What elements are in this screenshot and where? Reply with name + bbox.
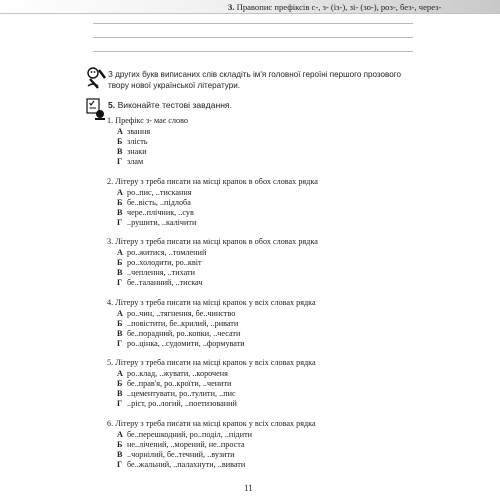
question-2: 2. Літеру з треба писати на місці крапок в обох словах рядка: [107, 177, 318, 186]
option-text: ..чеплення, ..тихати: [127, 268, 195, 277]
option-letter: А: [117, 369, 123, 378]
pencil-hand-icon: [85, 66, 107, 90]
answer-option[interactable]: [117, 329, 240, 339]
option-letter: Г: [117, 278, 123, 287]
question-3: 3. Літеру з треба писати на місці крапок в обох словах рядка: [107, 237, 318, 246]
answer-option[interactable]: [117, 157, 143, 167]
answer-option[interactable]: [117, 339, 245, 349]
question-1: 1. Префікс з- має слово: [107, 116, 189, 125]
answer-option[interactable]: [117, 268, 195, 278]
test-sheet-icon: [85, 97, 107, 121]
option-text: ро..холодити, ро..квіт: [127, 258, 202, 267]
answer-option[interactable]: [117, 440, 245, 450]
answer-option[interactable]: [117, 450, 235, 460]
answer-option[interactable]: [117, 248, 206, 258]
option-letter: В: [117, 268, 123, 277]
option-text: не..лічений, ..морений, не..проста: [127, 440, 245, 449]
option-text: бе..жальний, ..палахнути, ..вивати: [127, 460, 246, 469]
option-text: ро..пис, ..тискання: [127, 188, 192, 197]
option-text: ро..цінка, ..судомити, ..формувати: [127, 339, 245, 348]
question-6: 6. Літеру з треба писати на місці крапок у всіх словах рядка: [107, 419, 316, 428]
option-letter: Г: [117, 460, 123, 469]
option-text: ..чорнілий, бе..течний, ..вузити: [127, 450, 235, 459]
option-letter: Б: [117, 379, 123, 388]
exercise-number: 3.: [228, 2, 235, 12]
question-5: 5. Літеру з треба писати на місці крапок у всіх словах рядка: [107, 358, 316, 367]
option-letter: Б: [117, 319, 123, 328]
option-letter: Б: [117, 258, 123, 267]
option-text: бе..вість, ..підлоба: [127, 198, 191, 207]
option-text: чере..плічник, ..сув: [127, 208, 194, 217]
option-letter: В: [117, 389, 123, 398]
option-text: знаки: [127, 147, 147, 156]
answer-option[interactable]: [117, 379, 231, 389]
option-letter: Г: [117, 399, 123, 408]
answer-option[interactable]: [117, 218, 196, 228]
answer-line: [93, 51, 413, 52]
option-text: ..ріст, ро..логий, ..поетизований: [127, 399, 237, 408]
option-letter: А: [117, 127, 123, 136]
answer-line: [93, 23, 413, 24]
option-letter: Г: [117, 218, 123, 227]
option-letter: В: [117, 147, 123, 156]
answer-option[interactable]: [117, 278, 202, 288]
answer-option[interactable]: [117, 208, 194, 218]
option-text: звання: [127, 127, 151, 136]
answer-option[interactable]: [117, 258, 202, 268]
option-text: бе..порадний, ро..копки, ..чесати: [127, 329, 241, 338]
option-text: ро..житися, ..томлений: [127, 248, 207, 257]
answer-option[interactable]: [117, 399, 237, 409]
option-letter: А: [117, 430, 123, 439]
option-letter: Г: [117, 157, 123, 166]
question-4: 4. Літеру з треба писати на місці крапок у всіх словах рядка: [107, 298, 316, 307]
answer-option[interactable]: [117, 309, 235, 319]
option-letter: В: [117, 208, 123, 217]
option-text: ро..клад, ..жувати, ..короченя: [127, 369, 228, 378]
answer-option[interactable]: [117, 137, 148, 147]
section-title: Виконайте тестові завдання.: [117, 100, 232, 110]
answer-option[interactable]: [117, 319, 238, 329]
option-text: бе..таланний, ..тискач: [127, 278, 203, 287]
page-number: 11: [244, 483, 253, 493]
exercise-heading: [228, 2, 441, 12]
answer-option[interactable]: [117, 188, 191, 198]
answer-option[interactable]: [117, 198, 191, 208]
exercise-title: Правопис префіксів с-, з- (із-), зі- (зо-), роз-, без-, через-: [236, 2, 442, 12]
answer-option[interactable]: [117, 389, 236, 399]
option-letter: Г: [117, 339, 123, 348]
intro-instruction: З других букв виписаних слів складіть ім'я головної героїні першого прозового твору нової української літератури.: [108, 70, 402, 90]
section-heading: [108, 100, 232, 110]
section-number: 5.: [108, 100, 116, 110]
answer-line: [93, 37, 413, 38]
option-letter: В: [117, 450, 123, 459]
option-text: бе..перешкодний, ро..поділ, ..підити: [127, 430, 253, 439]
option-letter: А: [117, 188, 123, 197]
option-text: ..рушити, ..калічити: [127, 218, 197, 227]
option-letter: Б: [117, 440, 123, 449]
option-letter: Б: [117, 137, 123, 146]
option-letter: Б: [117, 198, 123, 207]
option-letter: В: [117, 329, 123, 338]
option-text: злам: [127, 157, 144, 166]
answer-option[interactable]: [117, 127, 150, 137]
answer-option[interactable]: [117, 460, 245, 470]
answer-option[interactable]: [117, 369, 228, 379]
answer-option[interactable]: [117, 147, 147, 157]
option-text: ..цементувати, ро..тулити, ..пис: [127, 389, 236, 398]
option-text: бе..прав'я, ро..кроїти, ..ченити: [127, 379, 232, 388]
option-letter: А: [117, 309, 123, 318]
option-text: ро..чин, ..тягнення, бе..чинство: [127, 309, 236, 318]
option-text: ..повістити, бе..крилий, ..ривати: [127, 319, 239, 328]
option-letter: А: [117, 248, 123, 257]
answer-option[interactable]: [117, 430, 252, 440]
option-text: злість: [127, 137, 148, 146]
